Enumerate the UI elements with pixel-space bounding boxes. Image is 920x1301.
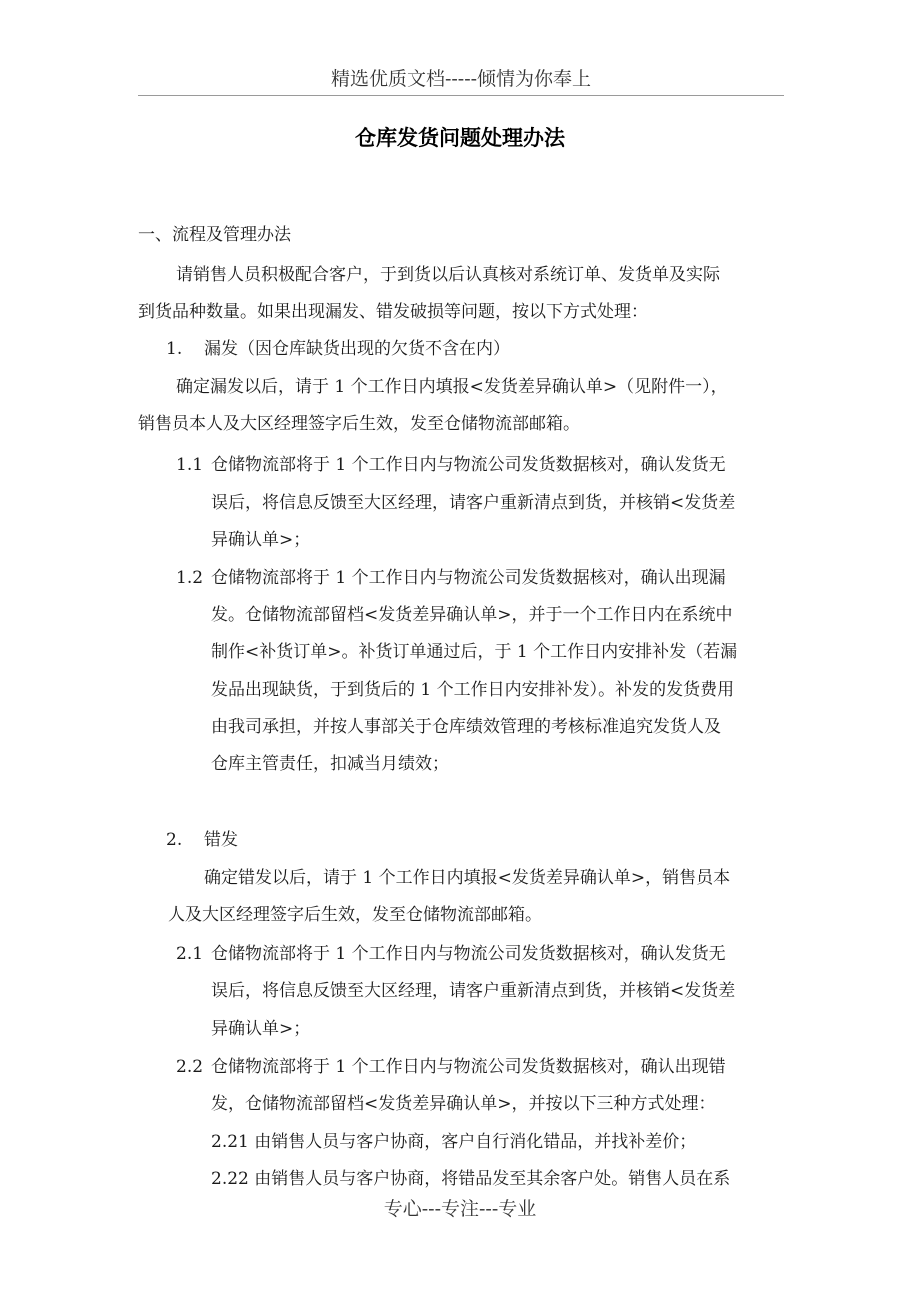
item-1-2-line-1 bbox=[176, 563, 726, 588]
document-title: 仓库发货问题处理办法 bbox=[355, 125, 565, 150]
item-1-1-line-2: 误后，将信息反馈至大区经理，请客户重新清点到货，并核销<发货差 bbox=[211, 493, 736, 513]
item-1-1-line-3: 异确认单>； bbox=[211, 530, 311, 550]
item-2-1-line-1 bbox=[176, 939, 726, 964]
item-1-1-line-1 bbox=[176, 450, 726, 475]
item-1-2-line-6: 仓库主管责任，扣减当月绩效； bbox=[211, 754, 449, 774]
page-header: 精选优质文档-----倾情为你奉上 bbox=[138, 64, 784, 96]
item-2-number: 2. bbox=[166, 830, 183, 850]
item-1-title: 漏发（因仓库缺货出现的欠货不含在内） bbox=[204, 339, 510, 359]
item-1-2-line-2: 发。仓储物流部留档<发货差异确认单>，并于一个工作日内在系统中 bbox=[211, 605, 733, 625]
item-2-1-text-1: 仓储物流部将于 1 个工作日内与物流公司发货数据核对，确认发货无 bbox=[211, 944, 726, 964]
intro-line-2: 到货品种数量。如果出现漏发、错发破损等问题，按以下方式处理： bbox=[138, 302, 648, 322]
item-1-2-line-4: 发品出现缺货，于到货后的 1 个工作日内安排补发）。补发的发货费用 bbox=[211, 680, 735, 700]
section-heading: 一、流程及管理办法 bbox=[138, 225, 291, 245]
intro-line-1: 请销售人员积极配合客户，于到货以后认真核对系统订单、发货单及实际 bbox=[176, 265, 720, 285]
item-2-2-number: 2.2 bbox=[176, 1057, 204, 1077]
item-2-2-sub-22: 2.22 由销售人员与客户协商，将错品发至其余客户处。销售人员在系 bbox=[211, 1169, 731, 1189]
page-footer: 专心---专注---专业 bbox=[383, 1198, 537, 1220]
item-1-1-number: 1.1 bbox=[176, 455, 204, 475]
item-1-desc-1: 确定漏发以后，请于 1 个工作日内填报<发货差异确认单>（见附件一）， bbox=[176, 377, 728, 397]
item-1-number: 1. bbox=[166, 339, 183, 359]
item-1-2-text-1: 仓储物流部将于 1 个工作日内与物流公司发货数据核对，确认出现漏 bbox=[211, 568, 726, 588]
item-2-2-line-2: 发，仓储物流部留档<发货差异确认单>，并按以下三种方式处理： bbox=[211, 1094, 716, 1114]
item-1-heading bbox=[166, 334, 510, 359]
item-1-1-text-1: 仓储物流部将于 1 个工作日内与物流公司发货数据核对，确认发货无 bbox=[211, 455, 726, 475]
item-1-2-number: 1.2 bbox=[176, 568, 204, 588]
item-2-2-text-1: 仓储物流部将于 1 个工作日内与物流公司发货数据核对，确认出现错 bbox=[211, 1057, 726, 1077]
item-2-title: 错发 bbox=[204, 830, 238, 850]
item-1-2-line-3: 制作<补货订单>。补货订单通过后，于 1 个工作日内安排补发（若漏 bbox=[211, 642, 738, 662]
item-2-1-line-3: 异确认单>； bbox=[211, 1019, 311, 1039]
item-2-desc-2: 人及大区经理签字后生效，发至仓储物流部邮箱。 bbox=[168, 905, 542, 925]
item-1-desc-2: 销售员本人及大区经理签字后生效，发至仓储物流部邮箱。 bbox=[138, 414, 580, 434]
item-2-2-sub-21: 2.21 由销售人员与客户协商，客户自行消化错品，并找补差价； bbox=[211, 1132, 697, 1152]
item-1-2-line-5: 由我司承担，并按人事部关于仓库绩效管理的考核标准追究发货人及 bbox=[211, 717, 721, 737]
item-2-2-line-1 bbox=[176, 1052, 726, 1077]
item-2-1-line-2: 误后，将信息反馈至大区经理，请客户重新清点到货，并核销<发货差 bbox=[211, 981, 736, 1001]
item-2-desc-1: 确定错发以后，请于 1 个工作日内填报<发货差异确认单>，销售员本 bbox=[204, 868, 731, 888]
item-2-heading bbox=[166, 825, 238, 850]
item-2-1-number: 2.1 bbox=[176, 944, 204, 964]
